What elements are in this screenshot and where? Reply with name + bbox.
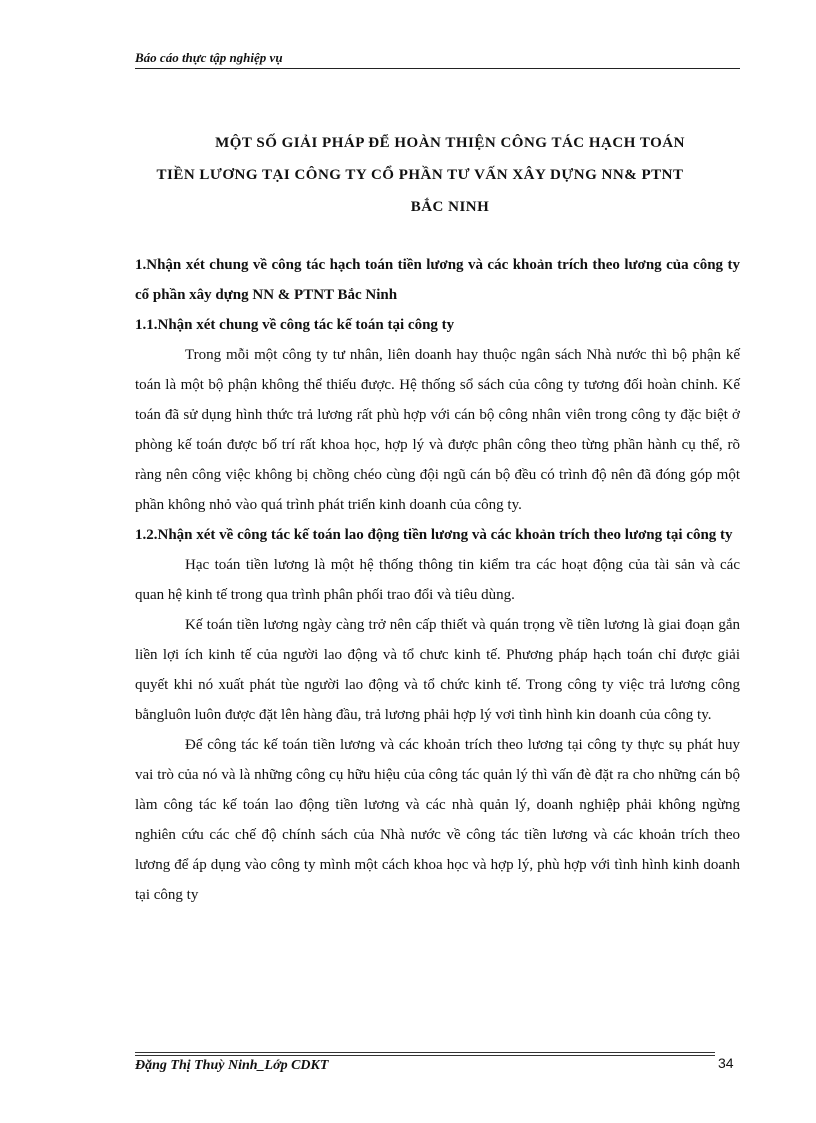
section-heading: 1.1.Nhận xét chung về công tác kế toán tại công ty (135, 317, 455, 333)
section-heading: 1.Nhận xét chung về công tác hạch toán tiền lương và các khoản trích theo lương của công ty cổ phần xây dựng NN & PTNT Bắc Ninh (135, 257, 740, 303)
title-line: MỘT SỐ GIẢI PHÁP ĐỂ HOÀN THIỆN CÔNG TÁC HẠCH TOÁN (215, 135, 685, 151)
paragraph: Để công tác kế toán tiền lương và các khoản trích theo lương tại công ty thực sụ phát huy vai trò của nó và là những công cụ hữu hiệu của công tác quản lý thì vấn đè đặt ra cho những cán bộ làm công tác kế toán lao động tiền lương và các nhà quản lý, doanh nghiệp phải không ngừng nghiên cứu các chế độ chính sách của Nhà nước về công tác tiền lương và các khoản trích theo lương để áp dụng vào công ty mình một cách khoa học và hợp lý, phù hợp với tình hình kinh doanh tại công ty (135, 737, 740, 903)
footer-divider (135, 1055, 715, 1056)
header-divider (135, 68, 740, 69)
page-number: 34 (718, 1055, 734, 1071)
paragraph: Kế toán tiền lương ngày càng trở nên cấp thiết và quán trọng về tiền lương là giai đoạn gắn liền lợi ích kinh tế của người lao động và tổ chưc kinh tế. Phương pháp hạch toán chỉ được giải quyết khi nó xuất phát tùe người lao động và tổ chức kinh tế. Trong công ty việc trả lương công bằngluôn luôn được đặt lên hàng đầu, trả lương phải hợp lý vơi tình hình kin doanh của công ty. (135, 617, 740, 723)
footer-author: Đặng Thị Thuỳ Ninh_Lớp CDKT (135, 1058, 329, 1073)
document-title (150, 127, 750, 223)
section-heading: 1.2.Nhận xét về công tác kế toán lao động tiền lương và các khoản trích theo lương tại công ty (135, 527, 733, 543)
title-line: TIỀN LƯƠNG TẠI CÔNG TY CỔ PHẦN TƯ VẤN XÂY DỰNG NN& PTNT (156, 167, 684, 183)
title-line: BẮC NINH (410, 199, 490, 215)
footer-divider (135, 1052, 715, 1053)
page-header (135, 50, 740, 70)
paragraph: Trong mỗi một công ty tư nhân, liên doanh hay thuộc ngân sách Nhà nước thì bộ phận kế toán là một bộ phận không thể thiếu được. Hệ thống sổ sách của công ty tương đối hoàn chỉnh. Kế toán đã sử dụng hình thức trả lương rất phù hợp với cán bộ công nhân viên trong công ty đặc biệt ở phòng kế toán được bố trí rất khoa học, hợp lý và được phân công theo từng phần hành cụ thể, rõ ràng nên công việc không bị chồng chéo cùng đội ngũ cán bộ đều có trình độ nên đã đóng góp một phần không nhỏ vào quá trình phát triển kinh doanh của công ty. (135, 347, 740, 513)
document-body (135, 250, 740, 910)
paragraph: Hạc toán tiền lương là một hệ thống thông tin kiểm tra các hoạt động của tài sản và các quan hệ kinh tế trong qua trình phân phối trao đổi và tiêu dùng. (135, 557, 740, 603)
header-text: Báo cáo thực tập nghiệp vụ (135, 50, 283, 65)
